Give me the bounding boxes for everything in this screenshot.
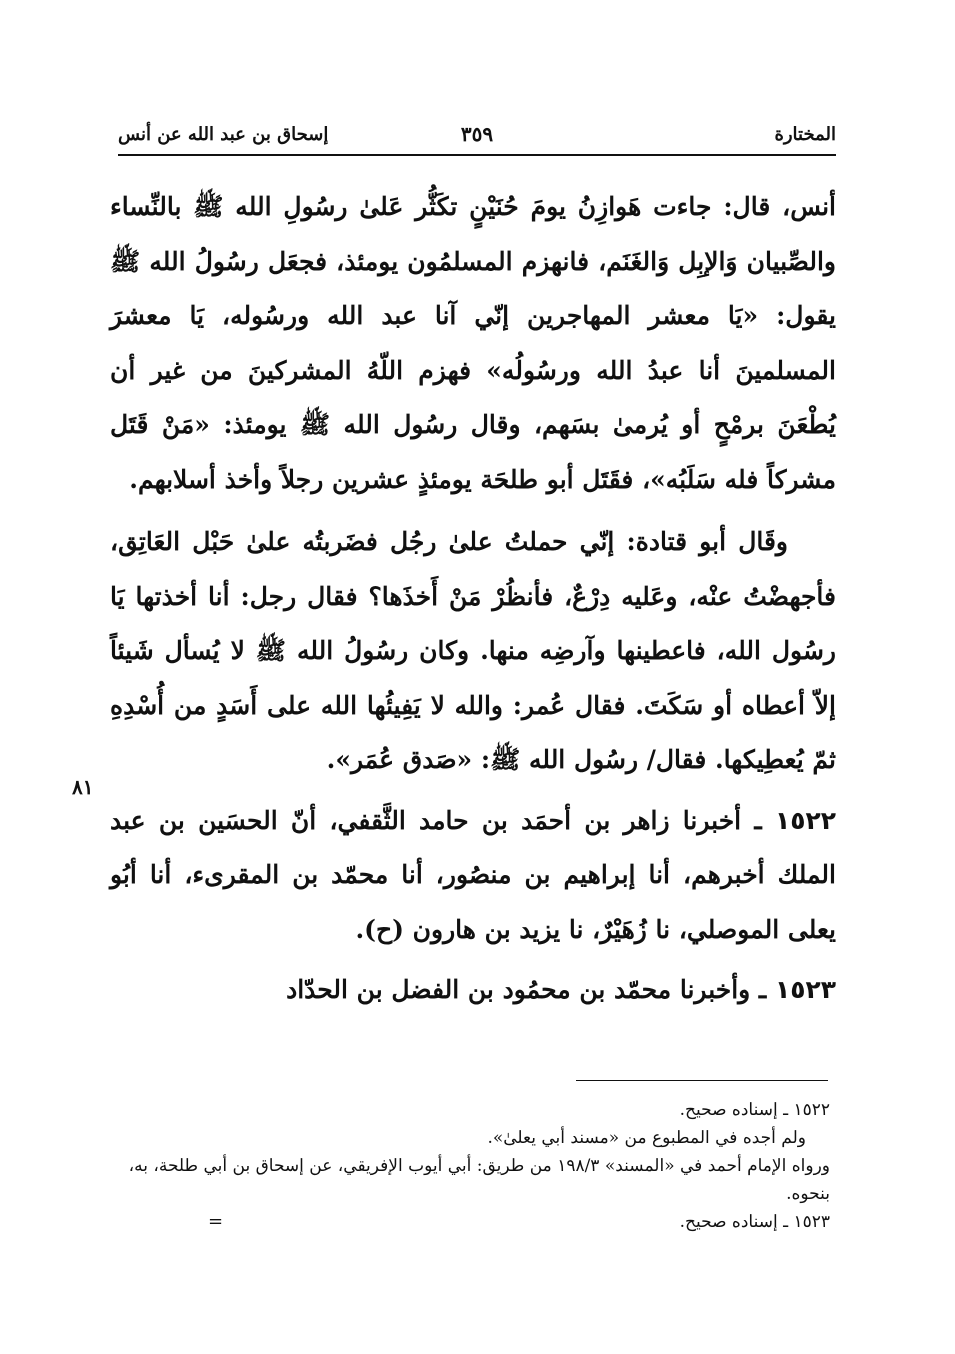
hadith-1522 xyxy=(110,794,836,958)
footnote-1522-note: ولم أجده في المطبوع من «مسند أبي يعلىٰ». xyxy=(487,1128,806,1148)
footnote-1522-source: ورواه الإمام أحمد في «المسند» ١٩٨/٣ من طريق: أبي أيوب الإفريقي، عن إسحاق بن أبي طلحة، به، بنحوه. xyxy=(128,1156,830,1204)
running-header xyxy=(118,118,836,156)
paragraph-anas: أنس، قال: جاءت هَوازِنُ يومَ حُنَيْنٍ تكَثُّر عَلىٰ رسُولِ الله ﷺ بالنِّساء والصِّبيان وَالإبِل وَالغَنَم، فانهزم المسلمُون يومئذ، فجعَل رسُولُ الله ﷺ يقول: «يَا معشر المهاجرين إنّي آنا عبد الله ورسُوله، يَا معشرَ المسلمينَ أنا عبدُ الله ورسُولُه» فهزم اللّهُ المشركينَ من غير أن يُطْعَنَ برمْحٍ أو يُرمىٰ بسَهم، وقال رسُول الله ﷺ يومئذ: «مَنْ قَتَل مشركاً فله سَلَبُه»، فقَتَل أبو طلحَة يومئذٍ عشرين رجلاً وأخذ أسلابهم. xyxy=(110,192,836,494)
continuation-mark: = xyxy=(208,1211,224,1232)
paragraph-abu-qatada: وقَال أبو قتادة: إنّي حملتُ علىٰ رجُل فضَربتُه علىٰ حَبْل العَاتِق، فأجهضْتُ عنْه، وعَليه دِرْعٌ، فأنظُرْ مَنْ أَخذَها؟ فقال رجل: أنا أخذتها يَا رسُول الله، فاعطينها وآرضِه منها. وكان رسُولُ الله ﷺ لا يُسأل شَيئاً إلاّ أعطاه أو سَكَتَ. فقال عُمر: والله لا يَفِيئُها الله على أَسَدٍ من أُسْدِهِ ثمّ يُعطِيكها. فقال/ رسُول الله ﷺ: «صَدق عُمَر». xyxy=(110,527,836,774)
footnotes xyxy=(118,1096,830,1236)
hadith-text-1522: ـ أخبرنا زاهر بن أحمَد بن حامد الثَّقفي، أنّ الحسَين بن عبد الملك أخبرهم، أنا إبراهيم بن منصُور، أنا محمّد بن المقرىء، أنا أبُو يعلى الموصلي، نا زُهَيْرٌ، نا يزيد بن هارون (ح). xyxy=(110,805,836,944)
footnote-1522: ١٥٢٢ ـ إسناده صحيح. xyxy=(679,1100,830,1120)
page-number: ٣٥٩ xyxy=(460,122,494,146)
hadith-number-1523: ١٥٢٣ xyxy=(774,975,836,1004)
hadith-text-1523: ـ وأخبرنا محمّد بن محمُود بن الفضل بن الحدّاد xyxy=(286,975,775,1004)
footnote-1523: ١٥٢٣ ـ إسناده صحيح. xyxy=(679,1212,830,1232)
main-text xyxy=(110,180,836,1018)
manuscript-folio-marker: ٨١ xyxy=(72,775,94,799)
chapter-title: إسحاق بن عبد الله عن أنس xyxy=(118,124,329,145)
hadith-number-1522: ١٥٢٢ xyxy=(774,805,836,835)
footnote-1523-row xyxy=(118,1208,830,1236)
footnote-divider xyxy=(576,1080,828,1081)
hadith-1523 xyxy=(110,963,836,1018)
book-title: المختارة xyxy=(774,124,836,145)
